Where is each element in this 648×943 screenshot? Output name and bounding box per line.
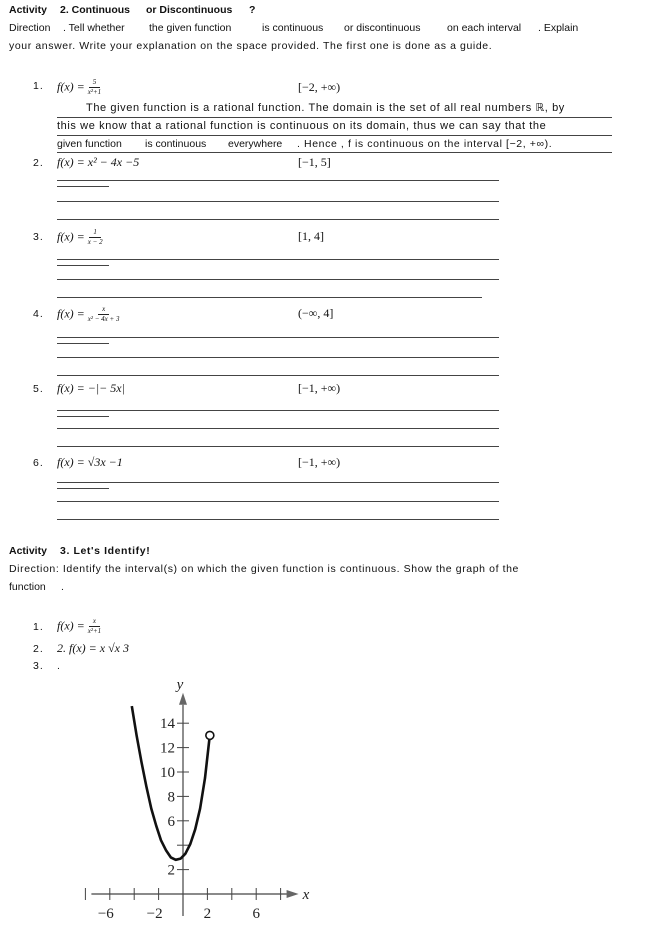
graph-svg [60,682,330,937]
x-tick-label: −2 [146,906,163,922]
y-tick-label: 12 [160,740,175,757]
answer-line [57,117,612,118]
answer-line-short [57,488,109,489]
answer-line-short [57,343,109,344]
guide-answer-line-1: The given function is a rational function. The domain is the set of all real numbers ℝ, by [86,102,565,114]
item-5-function: f(x) = −|− 5x| [57,381,125,395]
direction-text-4: or discontinuous [344,22,421,34]
activity3-direction-line-1: Direction: Identify the interval(s) on which the given function is continuous. Show the graph of the [9,563,520,575]
activity3-item-2-function: 2. f(x) = x √x 3 [57,641,129,655]
answer-line [57,135,612,136]
answer-line [57,219,499,220]
item-4-number: 4. [33,308,44,320]
activity2-label: Activity [9,4,47,16]
item-2-function: f(x) = x² − 4x −5 [57,155,140,169]
answer-line [57,501,499,502]
direction-text-3: is continuous [262,22,324,34]
activity3-direction-line-2: function [9,581,46,593]
answer-line [57,410,499,411]
answer-line [57,482,499,483]
answer-line [57,519,499,520]
answer-line-short [57,186,109,187]
answer-line [57,337,499,338]
answer-line [57,152,612,153]
item-2-interval: [−1, 5] [298,155,331,169]
activity2-title: 2. Continuous [60,4,130,16]
x-axis-label: x [302,887,310,903]
open-endpoint [206,731,214,739]
answer-line [57,297,482,298]
guide-answer-line-3a: given function [57,138,122,150]
activity2-title-b: or Discontinuous [146,4,233,16]
item-3-number: 3. [33,231,44,243]
activity3-item-1-function: f(x) = $\frac{x}{\text{x²+1}}$ [57,617,102,635]
item-5-number: 5. [33,383,44,395]
guide-answer-line-3b: is continuous [145,138,207,150]
y-tick-label: 2 [167,862,175,879]
x-axis-arrow [287,890,299,898]
y-tick-label: 6 [167,813,175,830]
guide-answer-line-3d: . Hence , f is continuous on the interval [−2, +∞). [297,138,553,150]
function-graph [60,682,330,937]
y-tick-label: 8 [167,789,175,806]
answer-line [57,446,499,447]
answer-line-short [57,416,109,417]
answer-line [57,259,499,260]
item-6-function: f(x) = √3x −1 [57,455,123,469]
direction-text-2: the given function [149,22,232,34]
direction-label: Direction [9,22,51,34]
item-6-number: 6. [33,457,44,469]
answer-line [57,180,499,181]
activity3-title: 3. Let's Identify! [60,545,151,557]
y-axis-label: y [176,682,184,693]
direction-text-6: . Explain [538,22,579,34]
activity3-direction-dot: . [61,581,64,593]
direction-line-2: your answer. Write your explanation on the space provided. The first one is done as a guide. [9,40,493,52]
activity2-question-mark: ? [249,4,256,16]
item-1-function: f(x) = $\frac{5}{\text{x²+1}}$ [57,78,102,96]
x-tick-label: 2 [203,906,212,922]
answer-line [57,375,499,376]
activity3-item-1-number: 1. [33,621,44,633]
item-2-number: 2. [33,157,44,169]
y-tick-label: 10 [160,765,175,781]
item-5-interval: [−1, +∞) [298,381,341,395]
answer-line [57,201,499,202]
answer-line [57,428,499,429]
answer-line-short [57,265,109,266]
y-axis-arrow [179,693,187,705]
activity3-item-3-text: . [57,660,60,672]
item-1-number: 1. [33,80,44,92]
answer-line [57,357,499,358]
y-tick-label: 14 [160,716,175,733]
item-3-interval: [1, 4] [298,229,324,243]
guide-answer-line-3c: everywhere [228,138,283,150]
item-1-interval: [−2, +∞) [298,80,341,94]
item-4-interval: (−∞, 4] [298,306,334,320]
direction-text-1: . Tell whether [63,22,125,34]
item-6-interval: [−1, +∞) [298,455,341,469]
answer-line [57,279,499,280]
item-3-function: f(x) = $\frac{1}{x - 2}$ [57,228,103,246]
activity3-item-2-number: 2. [33,643,44,655]
item-4-function: f(x) = $\frac{x}{\text{x² − 4x + 3}}$ [57,305,120,323]
guide-answer-line-2: this we know that a rational function is continuous on its domain, thus we can say that the [57,120,547,132]
x-tick-label: −6 [97,906,114,922]
direction-text-5: on each interval [447,22,522,34]
activity3-item-3-number: 3. [33,660,44,672]
activity3-label: Activity [9,545,47,557]
x-tick-label: 6 [252,906,260,922]
